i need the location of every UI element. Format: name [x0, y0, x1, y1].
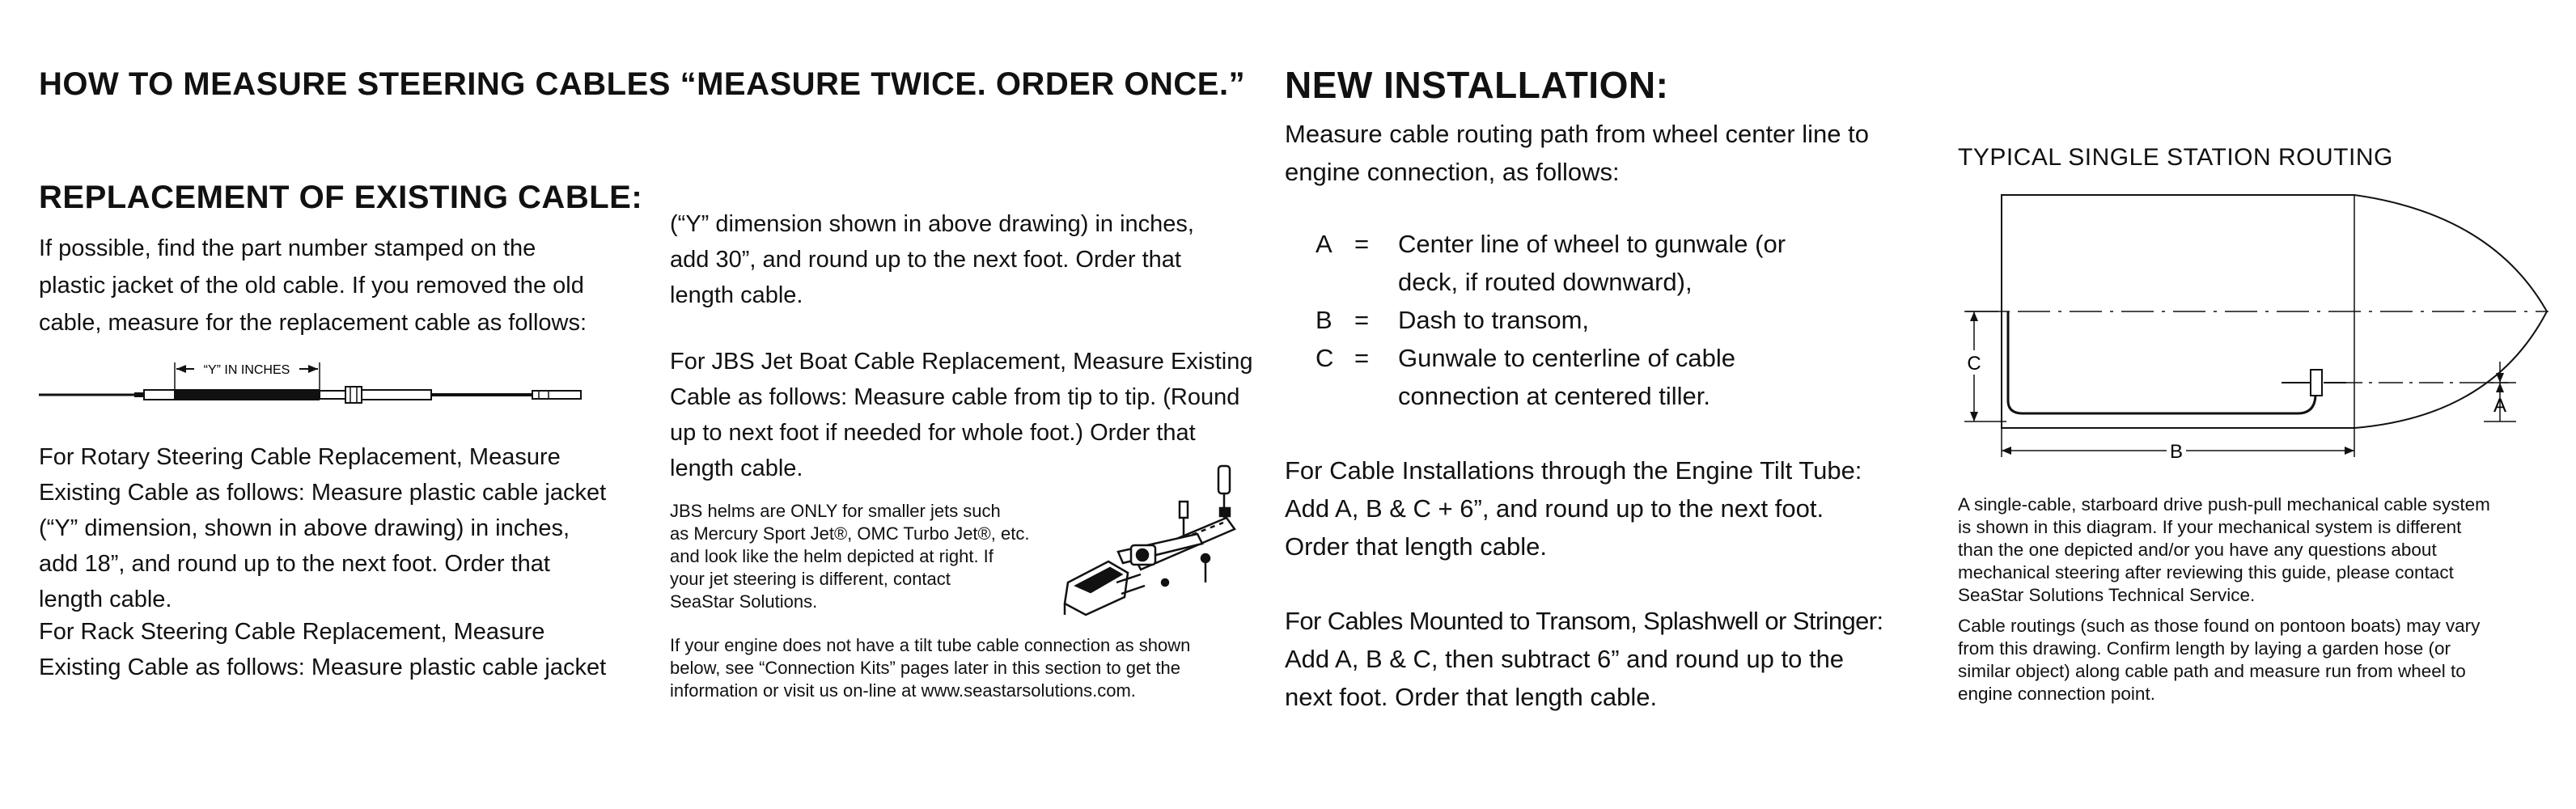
new-intro-2: engine connection, as follows: — [1285, 158, 1620, 186]
dim-a-letter: A — [1316, 230, 1332, 258]
rack-1: For Rack Steering Cable Replacement, Measure — [39, 619, 545, 645]
label-c: C — [1967, 353, 1981, 375]
replacement-intro-2: plastic jacket of the old cable. If you removed the old — [39, 273, 584, 299]
jbs-note-4: your jet steering is different, contact — [670, 569, 951, 589]
rotary-4: add 18”, and round up to the next foot. Order that — [39, 551, 550, 577]
jbs-2: Cable as follows: Measure cable from tip to tip. (Round — [670, 384, 1240, 410]
caption-1: A single-cable, starboard drive push-pull mechanical cable system — [1958, 494, 2490, 515]
transom-2: Add A, B & C, then subtract 6” and round up to the — [1285, 645, 1845, 673]
dim-a-eq: = — [1354, 230, 1370, 258]
jbs-note-5: SeaStar Solutions. — [670, 591, 818, 612]
rack-2: Existing Cable as follows: Measure plastic cable jacket — [39, 654, 607, 680]
rack-cont-2: add 30”, and round up to the next foot. Order that — [670, 247, 1181, 273]
dim-c-line-2: connection at centered tiller. — [1398, 382, 1711, 410]
rotary-2: Existing Cable as follows: Measure plastic cable jacket — [39, 480, 607, 506]
tilt-note-3: information or visit us on-line at www.seastarsolutions.com. — [670, 680, 1136, 701]
replacement-intro-3: cable, measure for the replacement cable as follows: — [39, 310, 587, 336]
dim-a-line-2: deck, if routed downward), — [1398, 268, 1693, 296]
jbs-helm-illustration — [1044, 461, 1246, 623]
cable-diagram — [39, 356, 589, 421]
tilt-note-1: If your engine does not have a tilt tube cable connection as shown — [670, 635, 1191, 655]
caption-3: than the one depicted and/or you have any questions about — [1958, 540, 2437, 560]
dim-b-line-1: Dash to transom, — [1398, 306, 1590, 334]
transom-3: next foot. Order that length cable. — [1285, 683, 1658, 711]
tilt-tube-3: Order that length cable. — [1285, 532, 1547, 561]
replacement-heading: REPLACEMENT OF EXISTING CABLE: — [39, 180, 643, 215]
typical-routing-heading: TYPICAL SINGLE STATION ROUTING — [1958, 144, 2393, 171]
dim-c-letter: C — [1316, 344, 1334, 372]
rack-cont-1: (“Y” dimension shown in above drawing) in inches, — [670, 211, 1194, 237]
caption2-2: from this drawing. Confirm length by laying a garden hose (or — [1958, 638, 2451, 659]
dim-b-eq: = — [1354, 306, 1370, 334]
rotary-5: length cable. — [39, 587, 172, 612]
rack-cont-3: length cable. — [670, 282, 803, 308]
caption2-3: similar object) along cable path and measure run from wheel to — [1958, 661, 2466, 681]
caption-2: is shown in this diagram. If your mechanical system is different — [1958, 517, 2462, 537]
caption2-1: Cable routings (such as those found on pontoon boats) may vary — [1958, 616, 2481, 636]
tilt-note-2: below, see “Connection Kits” pages later in this section to get the — [670, 658, 1181, 678]
jbs-1: For JBS Jet Boat Cable Replacement, Measure Existing — [670, 349, 1253, 375]
label-a: A — [2493, 395, 2507, 417]
transom-1: For Cables Mounted to Transom, Splashwell or Stringer: — [1285, 607, 1883, 635]
replacement-intro-1: If possible, find the part number stamped on the — [39, 235, 536, 261]
caption-4: mechanical steering after reviewing this guide, please contact — [1958, 562, 2454, 582]
rotary-3: (“Y” dimension, shown in above drawing) in inches, — [39, 515, 570, 541]
dim-c-eq: = — [1354, 344, 1370, 372]
new-intro-1: Measure cable routing path from wheel center line to — [1285, 120, 1870, 148]
dim-b-letter: B — [1316, 306, 1332, 334]
label-b: B — [2169, 441, 2184, 463]
jbs-4: length cable. — [670, 455, 803, 481]
jbs-3: up to next foot if needed for whole foot.) Order that — [670, 420, 1196, 446]
dim-c-line-1: Gunwale to centerline of cable — [1398, 344, 1736, 372]
jbs-note-1: JBS helms are ONLY for smaller jets such — [670, 501, 1001, 521]
caption-5: SeaStar Solutions Technical Service. — [1958, 585, 2256, 605]
jbs-note-3: and look like the helm depicted at right. If — [670, 546, 994, 566]
new-installation-heading: NEW INSTALLATION: — [1285, 64, 1669, 106]
jbs-note-2: as Mercury Sport Jet®, OMC Turbo Jet®, etc. — [670, 523, 1030, 544]
routing-diagram — [1942, 182, 2557, 481]
caption2-4: engine connection point. — [1958, 684, 2155, 704]
tilt-tube-1: For Cable Installations through the Engine Tilt Tube: — [1285, 456, 1862, 485]
tilt-tube-2: Add A, B & C + 6”, and round up to the next foot. — [1285, 494, 1824, 523]
dim-a-line-1: Center line of wheel to gunwale (or — [1398, 230, 1786, 258]
page-title: HOW TO MEASURE STEERING CABLES “MEASURE TWICE. ORDER ONCE.” — [39, 66, 1246, 102]
y-dimension-label: “Y” IN INCHES — [203, 363, 290, 377]
rotary-1: For Rotary Steering Cable Replacement, Measure — [39, 444, 561, 470]
